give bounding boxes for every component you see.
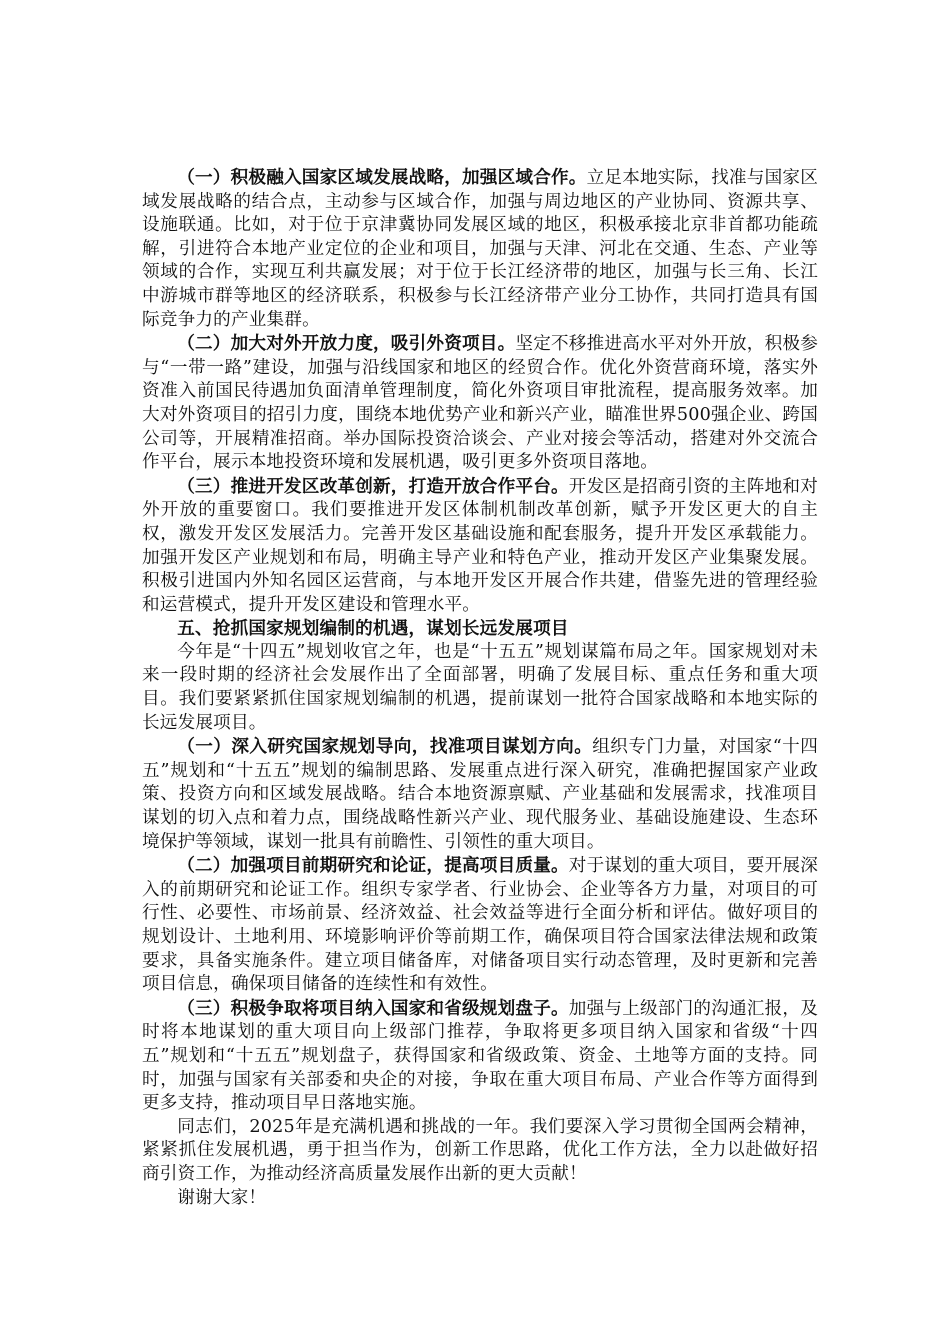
closing-paragraph: 同志们，2025年是充满机遇和挑战的一年。我们要深入学习贯彻全国两会精神，紧紧抓住发展机遇，勇于担当作为，创新工作思路，优化工作方法，全力以赴做好招商引资工作，为推动经济高质量发展作出新的更大贡献！	[142, 1116, 818, 1184]
paragraph-lead: （三）积极争取将项目纳入国家和省级规划盘子。	[177, 997, 569, 1019]
paragraph-lead: （一）深入研究国家规划导向，找准项目谋划方向。	[177, 736, 593, 758]
paragraph-body: 对于谋划的重大项目，要开展深入的前期研究和论证工作。组织专家学者、行业协会、企业等各方力量，对项目的可行性、必要性、市场前景、经济效益、社会效益等进行全面分析和评估。做好项目的规划设计、土地利用、环境影响评价等前期工作，确保项目符合国家法律法规和政策要求，具备实施条件。建立项目储备库，对储备项目实行动态管理，及时更新和完善项目信息，确保项目储备的连续性和有效性。	[142, 856, 818, 995]
section-heading: 五、抢抓国家规划编制的机遇，谋划长远发展项目	[177, 618, 569, 640]
paragraph-lead: （三）推进开发区改革创新，打造开放合作平台。	[177, 475, 569, 497]
paragraph-lead: （二）加强项目前期研究和论证，提高项目质量。	[177, 855, 569, 877]
paragraph-body: 组织专门力量，对国家“十四五”规划和“十五五”规划的编制思路、发展重点进行深入研究，准确把握国家产业政策、投资方向和区域发展战略。结合本地资源禀赋、产业基础和发展需求，找准项目谋划的切入点和着力点，围绕战略性新兴产业、现代服务业、基础设施建设、生态环境保护等领域，谋划一批具有前瞻性、引领性的重大项目。	[142, 737, 818, 852]
paragraph-regional-cooperation	[142, 166, 818, 332]
paragraph-body: 坚定不移推进高水平对外开放，积极参与“一带一路”建设，加强与沿线国家和地区的经贸合作。优化外资营商环境，落实外资准入前国民待遇加负面清单管理制度，简化外资项目审批流程，提高服务效率。加大对外资项目的招引力度，围绕本地优势产业和新兴产业，瞄准世界500强企业、跨国公司等，开展精准招商。举办国际投资洽谈会、产业对接会等活动，搭建对外交流合作平台，展示本地投资环境和发展机遇，吸引更多外资项目落地。	[142, 334, 818, 473]
paragraph-project-research	[142, 854, 818, 997]
paragraph-foreign-investment	[142, 332, 818, 475]
paragraph-body: 加强与上级部门的沟通汇报，及时将本地谋划的重大项目向上级部门推荐，争取将更多项目纳入国家和省级“十四五”规划和“十五五”规划盘子，获得国家和省级政策、资金、土地等方面的支持。同时，加强与国家有关部委和央企的对接，争取在重大项目布局、产业合作等方面得到更多支持，推动项目早日落地实施。	[142, 998, 818, 1114]
paragraph-lead: （二）加大对外开放力度，吸引外资项目。	[177, 333, 516, 355]
thanks-line: 谢谢大家！	[177, 1187, 267, 1208]
section-intro: 今年是“十四五”规划收官之年，也是“十五五”规划谋篇布局之年。国家规划对未来一段时期的经济社会发展作出了全面部署，明确了发展目标、重点任务和重大项目。我们要紧紧抓住国家规划编制的机遇，提前谋划一批符合国家战略和本地实际的长远发展项目。	[142, 641, 818, 733]
paragraph-plan-inclusion	[142, 997, 818, 1116]
paragraph-planning-direction	[142, 735, 818, 854]
paragraph-development-zone	[142, 475, 818, 618]
paragraph-body: 立足本地实际，找准与国家区域发展战略的结合点，主动参与区域合作，加强与周边地区的产业协同、资源共享、设施联通。比如，对于位于京津冀协同发展区域的地区，积极承接北京非首都功能疏解，引进符合本地产业定位的企业和项目，加强与天津、河北在交通、生态、产业等领域的合作，实现互利共赢发展；对于位于长江经济带的地区，加强与长三角、长江中游城市群等地区的经济联系，积极参与长江经济带产业分工协作，共同打造具有国际竞争力的产业集群。	[142, 168, 818, 330]
paragraph-lead: （一）积极融入国家区域发展战略，加强区域合作。	[177, 167, 587, 188]
paragraph-body: 开发区是招商引资的主阵地和对外开放的重要窗口。我们要推进开发区体制机制改革创新，赋予开发区更大的自主权，激发开发区发展活力。完善开发区基础设施和配套服务，提升开发区承载能力。加强开发区产业规划和布局，明确主导产业和特色产业，推动开发区产业集聚发展。积极引进国内外知名园区运营商，与本地开发区开展合作共建，借鉴先进的管理经验和运营模式，提升开发区建设和管理水平。	[142, 476, 818, 615]
document-page	[142, 166, 818, 1210]
